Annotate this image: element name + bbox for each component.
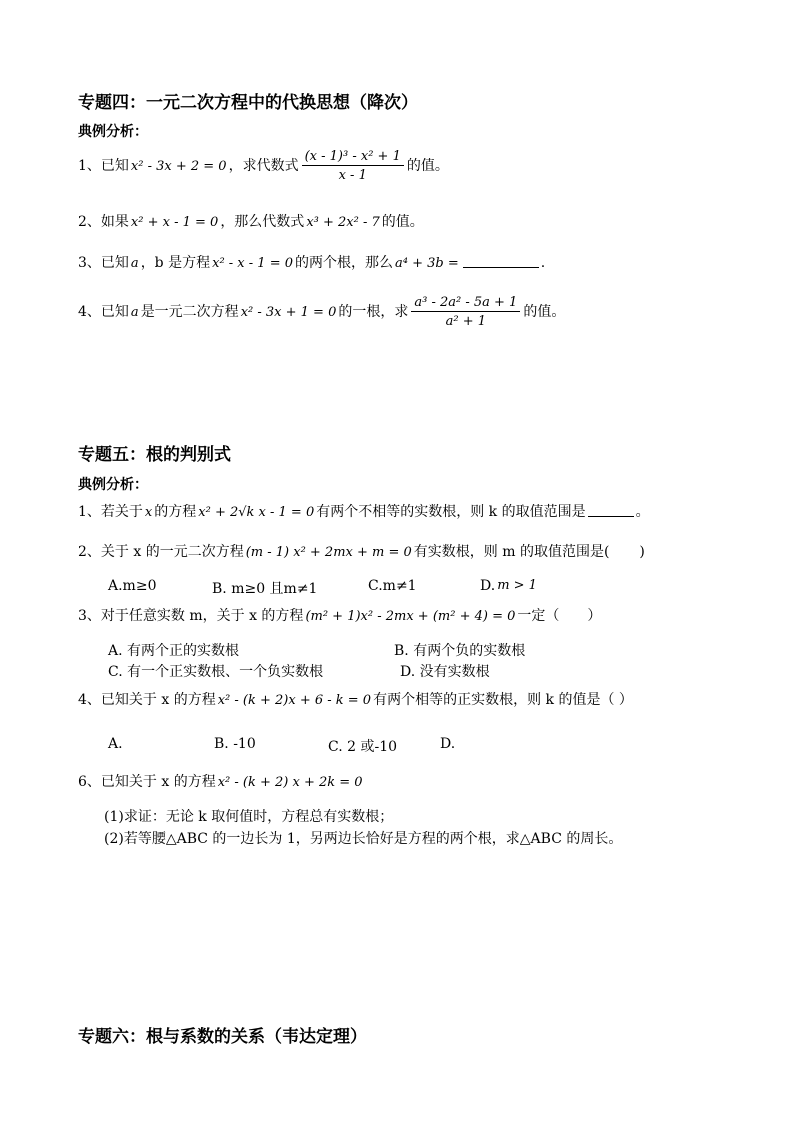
- s5-q6-equation: x² - (k + 2) x + 2k = 0: [217, 774, 363, 790]
- s4-q4-denominator: a² + 1: [445, 314, 487, 329]
- section-4-subtitle: 典例分析：: [78, 124, 148, 140]
- s5-question-4: [78, 693, 633, 707]
- s5-q2-option-d[interactable]: [480, 578, 539, 594]
- s4-q1-text-b: ，求代数式: [228, 158, 299, 174]
- s5-q3-option-a[interactable]: A. 有两个正的实数根: [108, 643, 240, 659]
- s5-q2-option-d-label: D.: [480, 578, 496, 594]
- s5-q3-option-c[interactable]: C. 有一个正实数根、一个负实数根: [108, 664, 324, 680]
- s5-question-2: [78, 545, 645, 559]
- s4-q3-answer-blank[interactable]: [463, 266, 539, 268]
- s5-q3-text-c: ）: [587, 608, 602, 624]
- s4-q3-text-a: 3、已知: [78, 255, 129, 271]
- s5-q4-equation: x² - (k + 2)x + 6 - k = 0: [217, 692, 372, 708]
- s5-q2-option-a[interactable]: A.m≥0: [108, 578, 157, 594]
- s5-q4-text-a: 4、已知关于 x 的方程: [78, 692, 216, 708]
- s5-q6-part-1: (1)求证：无论 k 取何值时，方程总有实数根；: [104, 809, 394, 825]
- s4-q4-numerator: a³ - 2a² - 5a + 1: [411, 296, 520, 312]
- s4-q4-text-b: 是一元二次方程: [140, 304, 239, 320]
- s4-q3-variable: a: [130, 255, 139, 271]
- s5-q3-option-b[interactable]: B. 有两个负的实数根: [394, 643, 526, 659]
- s5-q2-equation: (m - 1) x² + 2mx + m = 0: [245, 544, 412, 560]
- s4-q4-text-d: 的值。: [523, 304, 566, 320]
- s5-q3-option-d[interactable]: D. 没有实数根: [400, 664, 490, 680]
- s5-q4-text-b: 有两个相等的正实数根，则 k 的值是（ ）: [373, 692, 633, 708]
- s4-q2-text-a: 2、如果: [78, 214, 129, 230]
- s5-question-6: [78, 775, 365, 789]
- section-4-title: 专题四：一元二次方程中的代换思想（降次）: [78, 93, 418, 113]
- s5-q2-option-c[interactable]: C.m≠1: [368, 578, 417, 594]
- s4-q3-text-b: ，b 是方程: [140, 255, 211, 271]
- s4-q1-fraction: [302, 150, 404, 182]
- s5-q4-option-a[interactable]: A.: [108, 736, 123, 752]
- s5-q4-option-d[interactable]: D.: [440, 736, 456, 752]
- s5-q4-option-c[interactable]: C. 2 或-10: [328, 739, 398, 755]
- s5-q4-option-b[interactable]: B. -10: [214, 736, 256, 752]
- s5-q3-equation: (m² + 1)x² - 2mx + (m² + 4) = 0: [305, 608, 516, 624]
- s4-q3-expression: a⁴ + 3b =: [395, 255, 459, 271]
- s5-q1-text-b: 的方程: [154, 504, 197, 520]
- s5-q2-option-b[interactable]: B. m≥0 且m≠1: [212, 581, 318, 597]
- s5-q2-option-d-math: m > 1: [497, 578, 537, 593]
- section-5-title: 专题五：根的判别式: [78, 445, 231, 465]
- s5-question-1: [78, 505, 650, 519]
- s5-q1-text-c: 有两个不相等的实数根，则 k 的取值范围是: [316, 504, 586, 520]
- s4-q1-denominator: x - 1: [338, 168, 367, 183]
- s5-q2-text-c: ): [639, 544, 645, 560]
- s5-q1-text-a: 1、若关于: [78, 504, 143, 520]
- s4-q1-text-a: 1、已知: [78, 158, 129, 174]
- s5-q1-answer-blank[interactable]: [588, 515, 634, 517]
- s4-q4-text-c: 的一根，求: [338, 304, 409, 320]
- s4-q3-text-c: 的两个根，那么: [295, 255, 393, 271]
- s4-question-3: [78, 256, 545, 270]
- s4-question-2: [78, 215, 424, 229]
- s5-q6-part-2: (2)若等腰△ABC 的一边长为 1，另两边长恰好是方程的两个根，求△ABC 的周长。: [104, 831, 623, 847]
- s4-q3-text-d: .: [540, 255, 546, 271]
- s4-q4-fraction: [411, 296, 520, 328]
- section-6-title: 专题六：根与系数的关系（韦达定理）: [78, 1027, 367, 1047]
- s4-q4-equation: x² - 3x + 1 = 0: [240, 304, 337, 320]
- s4-q1-numerator: (x - 1)³ - x² + 1: [302, 150, 404, 166]
- s4-q1-text-c: 的值。: [406, 158, 449, 174]
- s4-q4-text-a: 4、已知: [78, 304, 129, 320]
- s5-q2-text-b: 有实数根，则 m 的取值范围是(: [413, 544, 610, 560]
- s4-q1-equation: x² - 3x + 2 = 0: [130, 158, 227, 174]
- s4-q2-text-b: ，那么代数式: [220, 214, 305, 230]
- s4-q2-text-c: 的值。: [381, 214, 424, 230]
- s5-q1-variable: x: [144, 504, 153, 520]
- s4-q4-variable: a: [130, 304, 139, 320]
- s4-q2-equation: x² + x - 1 = 0: [130, 214, 219, 230]
- s5-q6-text-a: 6、已知关于 x 的方程: [78, 774, 216, 790]
- s5-q3-text-a: 3、对于任意实数 m，关于 x 的方程: [78, 608, 304, 624]
- s4-question-4: [78, 296, 565, 328]
- section-5-subtitle: 典例分析：: [78, 477, 148, 493]
- s5-question-3: [78, 609, 601, 623]
- s5-q3-text-b: 一定（: [517, 608, 560, 624]
- s4-q3-equation: x² - x - 1 = 0: [212, 255, 293, 271]
- s4-question-1: [78, 150, 449, 182]
- s5-q1-text-d: 。: [635, 504, 650, 520]
- s4-q2-expression: x³ + 2x² - 7: [306, 214, 380, 230]
- s5-q1-equation: x² + 2√k x - 1 = 0: [198, 504, 315, 520]
- s5-q2-text-a: 2、关于 x 的一元二次方程: [78, 544, 244, 560]
